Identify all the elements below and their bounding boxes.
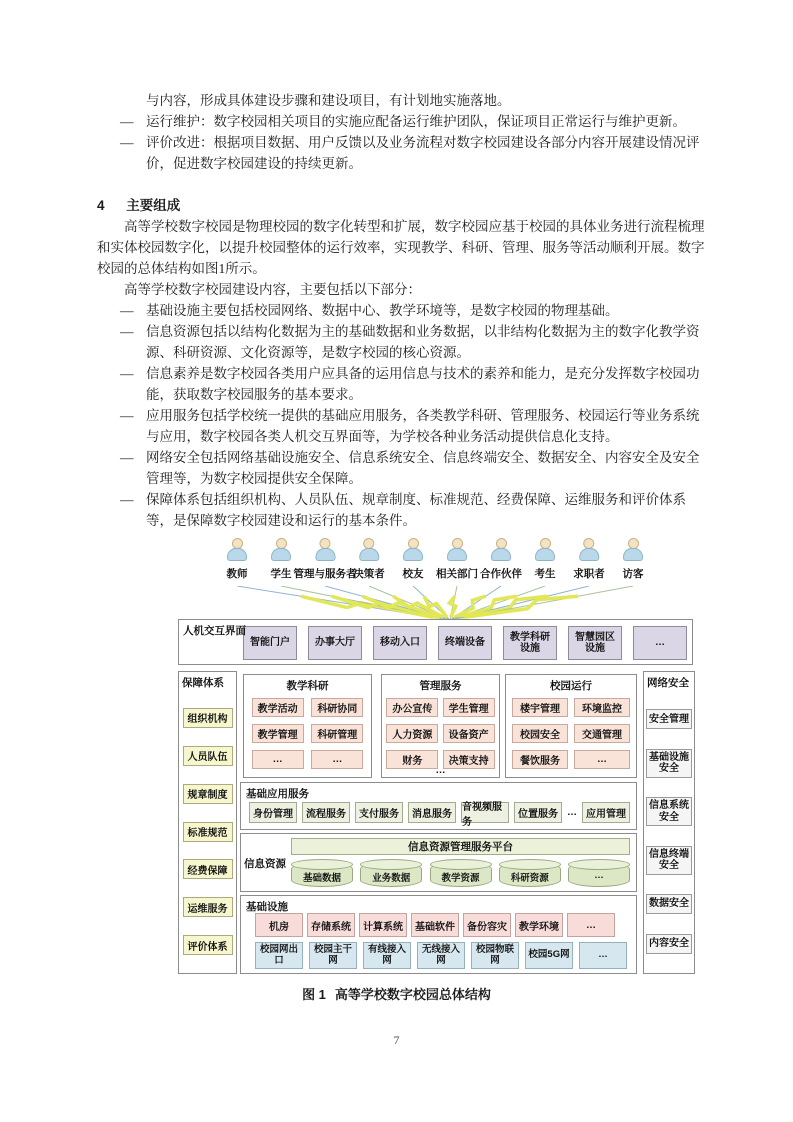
panel-infrastructure-title: 基础设施: [246, 901, 288, 913]
figure-caption-text: 高等学校数字校园总体结构: [334, 987, 491, 1002]
bullet-item: [97, 300, 711, 321]
hci-box: 终端设备: [438, 626, 492, 660]
dash-item: [97, 132, 711, 174]
infra-network-box: 无线接入网: [417, 942, 465, 969]
hci-box: 移动入口: [373, 626, 427, 660]
management-box: 决策支持: [443, 750, 495, 769]
service-box: 身份管理: [249, 802, 297, 823]
database-label: 基础数据: [302, 873, 341, 884]
user-label: 决策者: [353, 568, 385, 580]
database-cylinder: [430, 862, 492, 887]
top-dash-list: [97, 111, 711, 174]
operation-box: 餐饮服务: [512, 750, 568, 769]
person-icon: [270, 538, 292, 565]
operation-box: …: [574, 750, 630, 769]
database-row: [291, 862, 630, 887]
management-box: 学生管理: [443, 698, 495, 717]
management-box: 人力资源: [386, 724, 438, 743]
infra-system-box: 计算系统: [359, 913, 407, 937]
service-box: 位置服务: [514, 802, 562, 823]
management-box: 设备资产: [443, 724, 495, 743]
paragraph-continuation: 与内容，形成具体建设步骤和建设项目，有计划地实施落地。: [146, 93, 511, 108]
person-icon: [446, 538, 468, 565]
platform-bar: 信息资源管理服务平台: [291, 838, 630, 855]
user-figure: [353, 538, 385, 581]
dash-item: [97, 111, 711, 132]
security-box: 内容安全: [646, 934, 692, 954]
guarantee-box: 标准规范: [183, 822, 233, 842]
user-label: 管理与服务者: [293, 568, 357, 580]
user-label: 学生: [270, 568, 292, 580]
infra-network-box: 有线接入网: [363, 942, 411, 969]
database-label: …: [594, 870, 604, 881]
operation-box: 交通管理: [574, 724, 630, 743]
panel-teaching-title: 教学科研: [286, 680, 329, 692]
dash-marker: —: [120, 114, 134, 129]
paragraph-2: 高等学校数字校园建设内容，主要包括以下部分：: [124, 282, 421, 297]
person-torso: [447, 548, 467, 561]
operation-box: 楼宇管理: [512, 698, 568, 717]
section-heading: [97, 195, 711, 216]
hci-box-row: [243, 626, 692, 660]
database-cylinder: [291, 862, 353, 887]
operation-box: 环境监控: [574, 698, 630, 717]
teaching-box: …: [252, 750, 304, 769]
panel-guarantee-title: 保障体系: [182, 677, 224, 689]
panel-infrastructure: [240, 895, 637, 974]
dash-item-text: 运行维护：数字校园相关项目的实施应配备运行维护团队，保证项目正常运行与维护更新。: [146, 114, 686, 129]
user-figure: [622, 538, 644, 581]
person-torso: [315, 548, 335, 561]
guarantee-box: 经费保障: [183, 859, 233, 879]
bullet-item: [97, 405, 711, 447]
service-boxes: [249, 801, 562, 828]
infra-system-box: 存储系统: [307, 913, 355, 937]
dash-marker: —: [120, 450, 134, 465]
user-figure: [294, 538, 357, 581]
panel-management: [381, 674, 500, 778]
user-label: 考生: [534, 568, 556, 580]
infra-network-box: 校园5G网: [525, 942, 573, 969]
section-number: 4: [97, 198, 105, 213]
service-box: 支付服务: [355, 802, 403, 823]
guarantee-box: 规章制度: [183, 784, 233, 804]
guarantee-box: 运维服务: [183, 897, 233, 917]
user-figure: [270, 538, 292, 581]
database-label: 科研资源: [510, 873, 549, 884]
user-figure: [573, 538, 605, 581]
hci-box: …: [633, 626, 687, 660]
management-grid: [382, 698, 499, 769]
infra-network-box: …: [579, 942, 627, 969]
teaching-box: 教学管理: [252, 724, 304, 743]
bullet-item-text: 基础设施主要包括校园网络、数据中心、教学环境等，是数字校园的物理基础。: [146, 303, 619, 318]
database-label: 业务数据: [372, 873, 411, 884]
management-more: …: [435, 765, 446, 776]
app-management-box: 应用管理: [582, 802, 630, 823]
bullet-item: [97, 447, 711, 489]
panel-info-resources: [240, 833, 637, 892]
person-torso: [579, 548, 599, 561]
user-label: 访客: [622, 568, 644, 580]
figure-caption: [0, 984, 793, 1003]
infra-row-systems: [255, 913, 636, 937]
service-box: 流程服务: [302, 802, 350, 823]
security-box: 信息终端安全: [646, 846, 692, 875]
person-torso: [359, 548, 379, 561]
bullet-item-text: 信息资源包括以结构化数据为主的基础数据和业务数据，以非结构化数据为主的数字化教学资源、科研资源、文化资源等，是数字校园的核心资源。: [146, 324, 700, 360]
section-title: 主要组成: [126, 198, 181, 213]
person-torso: [491, 548, 511, 561]
person-torso: [227, 548, 247, 561]
panel-campus-operation: [505, 674, 637, 778]
teaching-box: …: [311, 750, 363, 769]
database-cylinder: [568, 862, 630, 887]
user-label: 相关部门: [436, 568, 478, 580]
service-box-row: [249, 801, 636, 828]
person-icon: [314, 538, 336, 565]
guarantee-box: 评价体系: [183, 935, 233, 955]
bullet-item-text: 应用服务包括学校统一提供的基础应用服务，各类教学科研、管理服务、校园运行等业务系统与应用，数字校园各类人机交互界面等，为学校各种业务活动提供信息化支持。: [146, 408, 700, 444]
guarantee-list: [179, 690, 236, 973]
panel-hci-title: 人机交互界面: [183, 625, 246, 637]
user-row: [178, 536, 695, 588]
person-icon: [402, 538, 424, 565]
panel-security: [643, 671, 695, 974]
dash-marker: —: [120, 324, 134, 339]
teaching-box: 科研协同: [311, 698, 363, 717]
guarantee-box: 人员队伍: [183, 746, 233, 766]
infra-network-box: 校园网出口: [255, 942, 303, 969]
paragraph-1: 高等学校数字校园是物理校园的数字化转型和扩展，数字校园应基于校园的具体业务进行流程梳理和实体校园数字化，以提升校园整体的运行效率，实现教学、科研、管理、服务等活动顺利开展。数字校园的总体结构如图1所示。: [97, 219, 705, 276]
teaching-box: 科研管理: [311, 724, 363, 743]
user-label: 合作伙伴: [480, 568, 522, 580]
database-label: 教学资源: [441, 873, 480, 884]
hci-box: 教学科研设施: [503, 626, 557, 660]
guarantee-box: 组织机构: [183, 708, 233, 728]
operation-grid: [506, 698, 636, 769]
panel-guarantee: [178, 671, 237, 974]
security-list: [644, 690, 694, 973]
bullet-list: [97, 300, 711, 531]
security-box: 安全管理: [646, 709, 692, 729]
user-label: 校友: [402, 568, 424, 580]
service-box: 消息服务: [408, 802, 456, 823]
hci-box: 办事大厅: [308, 626, 362, 660]
operation-box: 校园安全: [512, 724, 568, 743]
service-ellipsis: …: [567, 807, 577, 818]
security-box: 信息系统安全: [646, 797, 692, 826]
infra-system-box: 机房: [255, 913, 303, 937]
infra-network-box: 校园主干网: [309, 942, 357, 969]
service-box: 音视频服务: [461, 802, 509, 823]
panel-teaching-research: [243, 674, 372, 778]
bullet-item-text: 保障体系包括组织机构、人员队伍、规章制度、标准规范、经费保障、运维服务和评价体系等，是保障数字校园建设和运行的基本条件。: [146, 492, 686, 528]
panel-hci: [178, 619, 693, 665]
database-cylinder: [499, 862, 561, 887]
panel-operation-title: 校园运行: [550, 680, 592, 692]
dash-marker: —: [120, 303, 134, 318]
database-cylinder: [360, 862, 422, 887]
panel-basic-services: [240, 782, 637, 830]
user-figure: [226, 538, 248, 581]
bullet-item: [97, 489, 711, 531]
security-box: 数据安全: [646, 894, 692, 914]
user-label: 求职者: [573, 568, 605, 580]
panel-security-title: 网络安全: [647, 677, 689, 689]
management-box: 办公宣传: [386, 698, 438, 717]
management-box: 财务: [386, 750, 438, 769]
infra-system-box: …: [567, 913, 615, 937]
person-torso: [271, 548, 291, 561]
dash-marker: —: [120, 366, 134, 381]
bullet-item: [97, 363, 711, 405]
person-torso: [535, 548, 555, 561]
person-torso: [623, 548, 643, 561]
panel-management-title: 管理服务: [419, 680, 462, 692]
person-icon: [578, 538, 600, 565]
person-icon: [622, 538, 644, 565]
person-torso: [403, 548, 423, 561]
person-icon: [534, 538, 556, 565]
infra-system-box: 教学环境: [515, 913, 563, 937]
dash-marker: —: [120, 492, 134, 507]
teaching-grid: [244, 698, 371, 769]
info-resources-label: 信息资源: [244, 858, 286, 870]
user-label: 教师: [226, 568, 248, 580]
infra-system-box: 基础软件: [411, 913, 459, 937]
infra-system-box: 备份容灾: [463, 913, 511, 937]
teaching-box: 教学活动: [252, 698, 304, 717]
person-icon: [490, 538, 512, 565]
user-figure: [480, 538, 522, 581]
user-figure: [402, 538, 424, 581]
hci-box: 智慧园区设施: [568, 626, 622, 660]
body-text: [97, 90, 711, 531]
security-box: 基础设施安全: [646, 749, 692, 778]
person-icon: [226, 538, 248, 565]
dash-item-text: 评价改进：根据项目数据、用户反馈以及业务流程对数字校园建设各部分内容开展建设情况评价，促进数字校园建设的持续更新。: [146, 135, 700, 171]
bullet-item-text: 信息素养是数字校园各类用户应具备的运用信息与技术的素养和能力，是充分发挥数字校园功能，获取数字校园服务的基本要求。: [146, 366, 700, 402]
hci-box: 智能门户: [243, 626, 297, 660]
figure-diagram: [178, 536, 695, 978]
dash-marker: —: [120, 408, 134, 423]
figure-caption-label: 图 1: [302, 987, 326, 1002]
panel-basic-services-title: 基础应用服务: [246, 788, 309, 800]
user-figure: [534, 538, 556, 581]
lightning-connectors: [178, 586, 695, 620]
infra-network-box: 校园物联网: [471, 942, 519, 969]
dash-marker: —: [120, 135, 134, 150]
bullet-item-text: 网络安全包括网络基础设施安全、信息系统安全、信息终端安全、数据安全、内容安全及安全管理等，为数字校园提供安全保障。: [146, 450, 700, 486]
page-number: 7: [393, 1033, 400, 1047]
infra-row-networks: [255, 942, 636, 969]
bullet-item: [97, 321, 711, 363]
user-figure: [436, 538, 478, 581]
person-icon: [358, 538, 380, 565]
